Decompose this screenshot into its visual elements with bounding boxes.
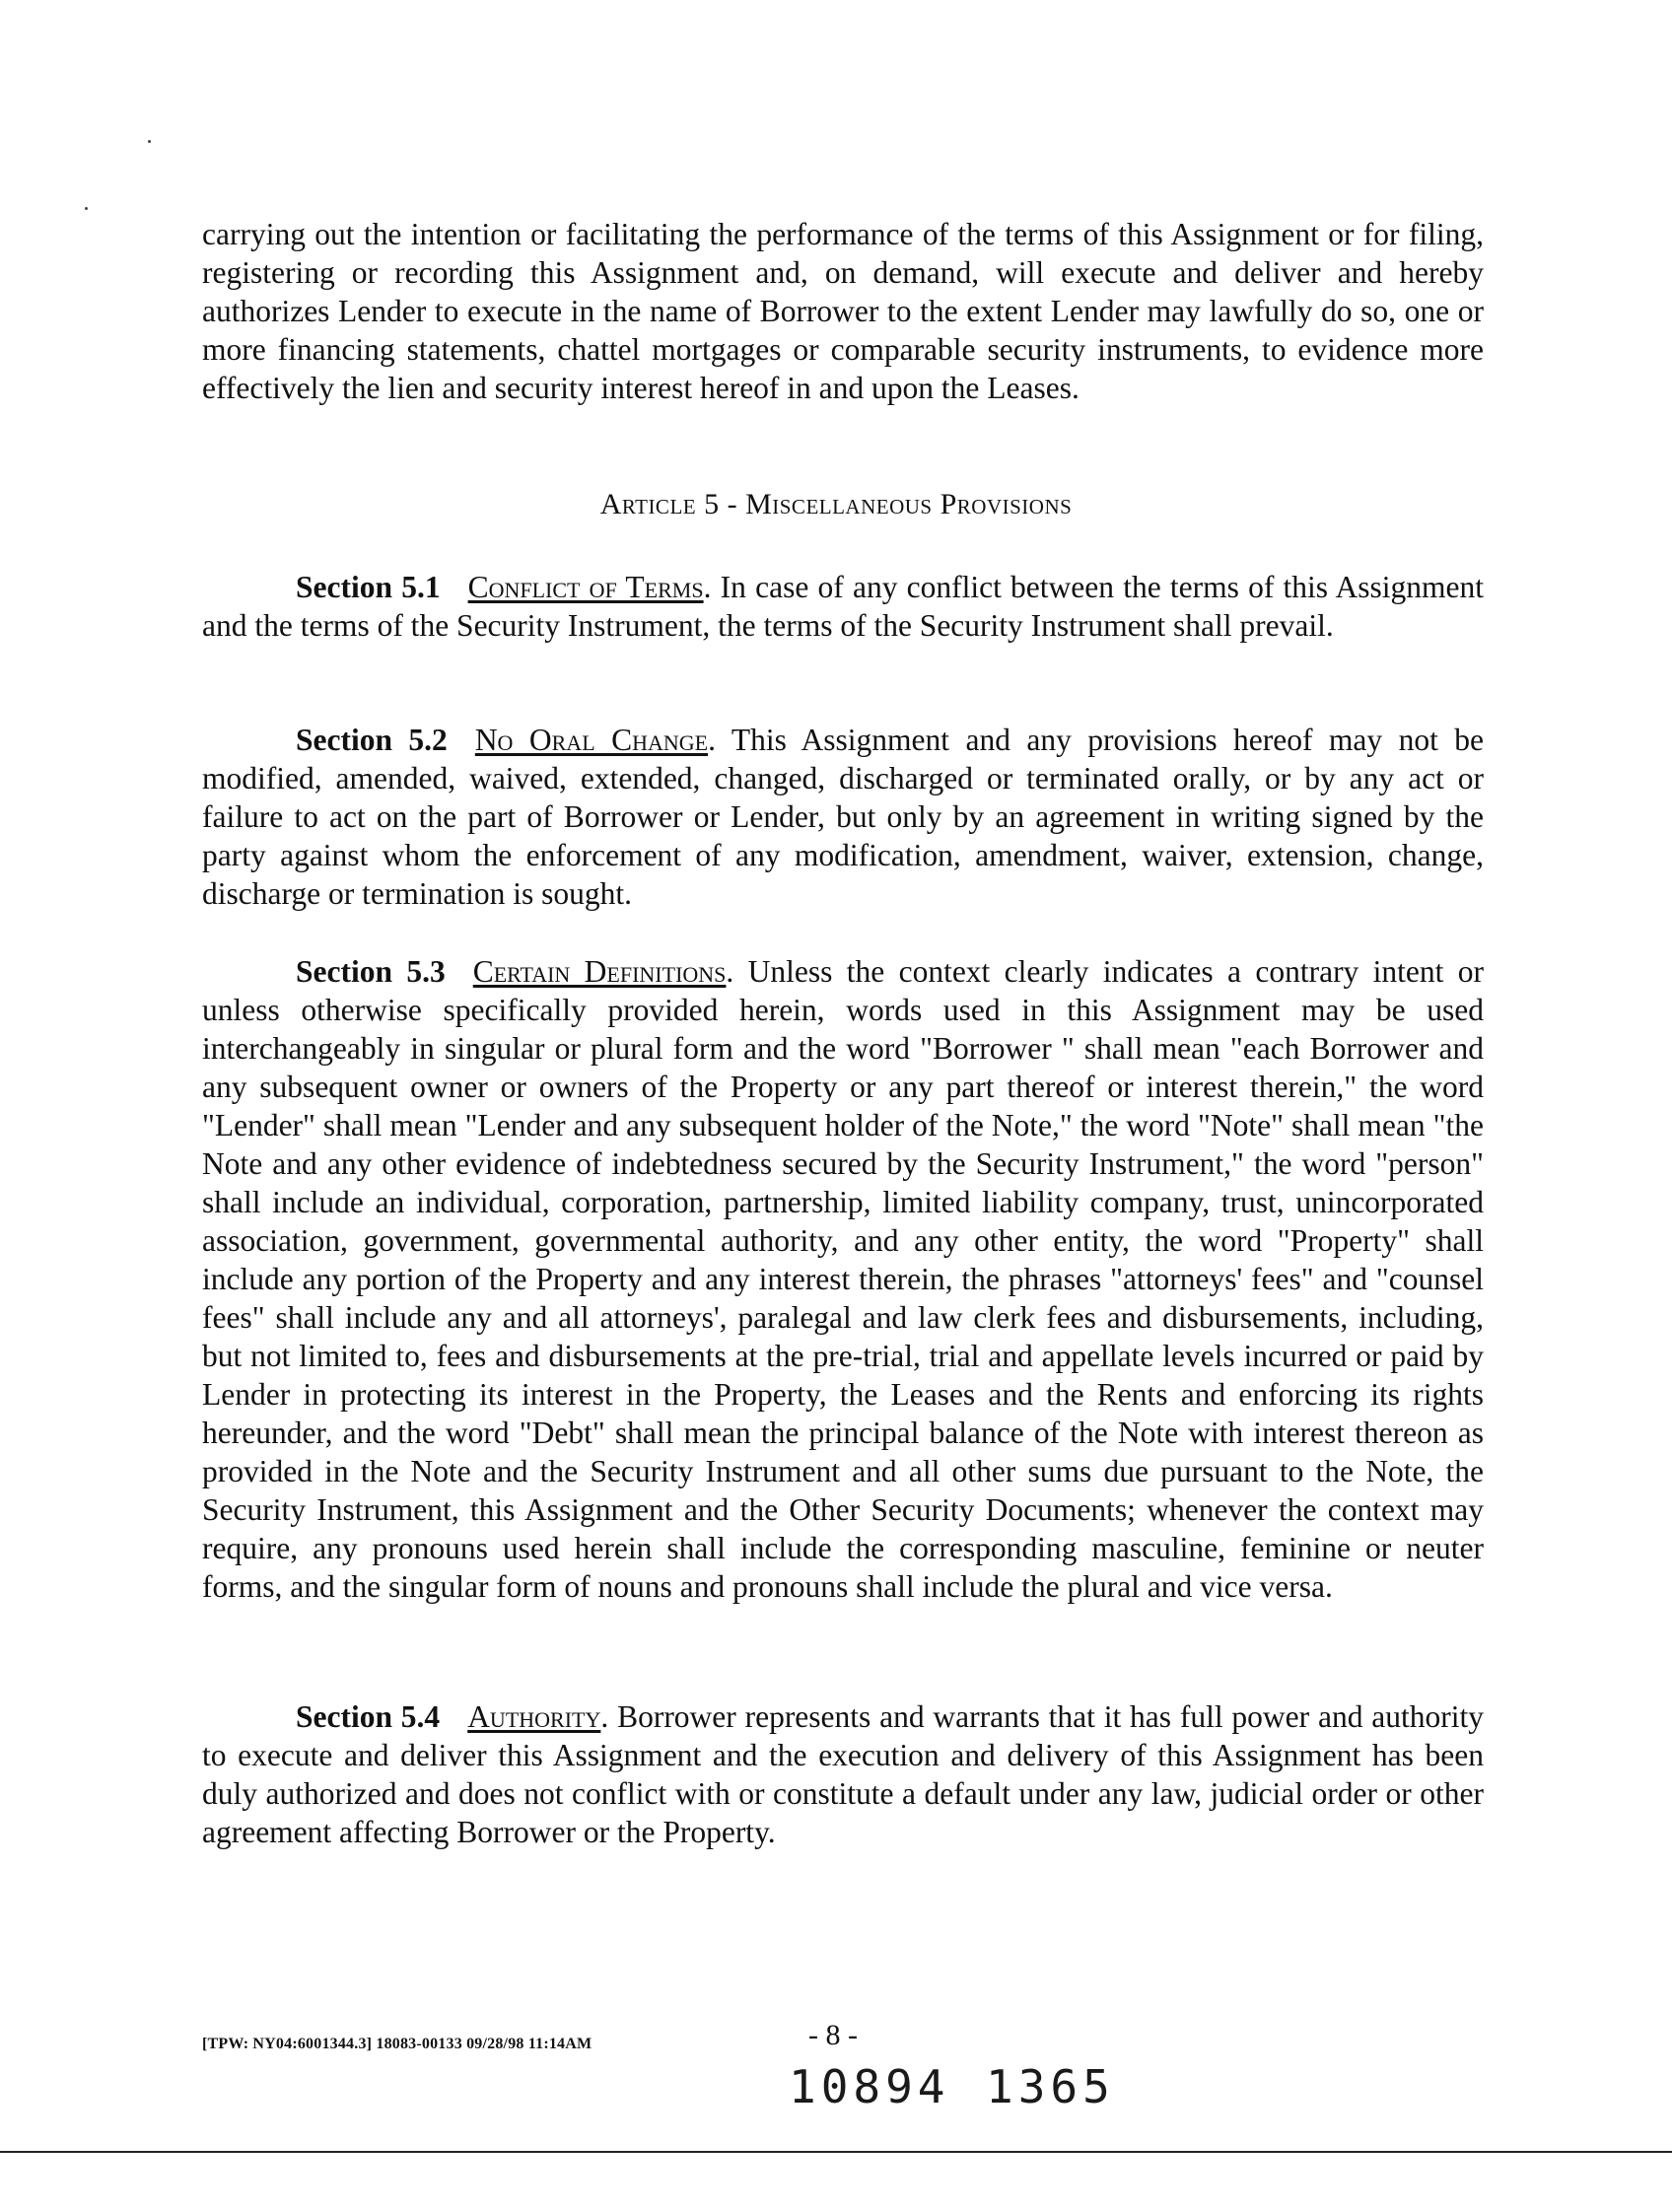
bottom-rule [0,2151,1672,2153]
article-heading: Article 5 - Miscellaneous Provisions [599,488,1073,520]
section-body: . In case of any conflict between the terms of this Assignment and the terms of the Security Instrument, the terms of the Security Instrument shall prevail. [202,570,1484,643]
section-label: Section 5.3 [296,954,446,989]
section-label: Section 5.1 [296,570,441,604]
section-title: Authority [467,1699,601,1734]
section-title: Conflict of Terms [467,570,704,604]
section-label: Section 5.2 [296,723,448,757]
section-body: . This Assignment and any provisions hereof may not be modified, amended, waived, extended, changed, discharged or terminated orally, or by any act or failure to act on the part of Borrower or Lender, but only by an agreement in writing signed by the party against whom the enforcement of any modification, amendment, waiver, extension, change, discharge or termination is sought. [202,723,1484,911]
section-5-3 [202,952,1484,1606]
section-body: . Borrower represents and warrants that it has full power and authority to execute and deliver this Assignment and the execution and delivery of this Assignment has been duly authorized and does not conflict with or constitute a default under any law, judicial order or other agreement affecting Borrower or the Property. [202,1699,1484,1849]
section-5-2 [202,721,1484,913]
scan-speck [85,207,88,210]
page-number: - 8 - [808,2019,858,2051]
document-id: [TPW: NY04:6001344.3] 18083-00133 09/28/98 11:14AM [202,2036,592,2052]
section-title: No Oral Change [474,723,709,757]
intro-paragraph: carrying out the intention or facilitating the performance of the terms of this Assignment or for filing, registering or recording this Assignment and, on demand, will execute and deliver and hereby authorizes Lender to execute in the name of Borrower to the extent Lender may lawfully do so, one or more financing statements, chattel mortgages or comparable security instruments, to evidence more effectively the lien and security interest hereof in and upon the Leases. [202,217,1484,405]
section-title: Certain Definitions [472,954,727,989]
section-body: . Unless the context clearly indicates a contrary intent or unless otherwise specifically provided herein, words used in this Assignment may be used interchangeably in singular or plural form and the word "Borrower " shall mean "each Borrower and any subsequent owner or owners of the Property or any part thereof or interest therein," the word "Lender" shall mean "Lender and any subsequent holder of the Note," the word "Note" shall mean "the Note and any other evidence of indebtedness secured by the Security Instrument," the word "person" shall include an individual, corporation, partnership, limited liability company, trust, unincorporated association, government, governmental authority, and any other entity, the word "Property" shall include any portion of the Property and any interest therein, the phrases "attorneys' fees" and "counsel fees" shall include any and all attorneys', paralegal and law clerk fees and disbursements, including, but not limited to, fees and disbursements at the pre-trial, trial and appellate levels incurred or paid by Lender in protecting its interest in the Property, the Leases and the Rents and enforcing its rights hereunder, and the word "Debt" shall mean the principal balance of the Note with interest thereon as provided in the Note and the Security Instrument and all other sums due pursuant to the Note, the Security Instrument, this Assignment and the Other Security Documents; whenever the context may require, any pronouns used herein shall include the corresponding masculine, feminine or neuter forms, and the singular form of nouns and pronouns shall include the plural and vice versa. [202,954,1484,1604]
section-5-1 [202,568,1484,645]
section-5-4 [202,1697,1484,1851]
recording-stamp-book: 10894 [789,2060,950,2113]
section-label: Section 5.4 [296,1699,441,1734]
scan-speck [148,140,151,143]
recording-stamp-page: 1365 [986,2060,1115,2113]
